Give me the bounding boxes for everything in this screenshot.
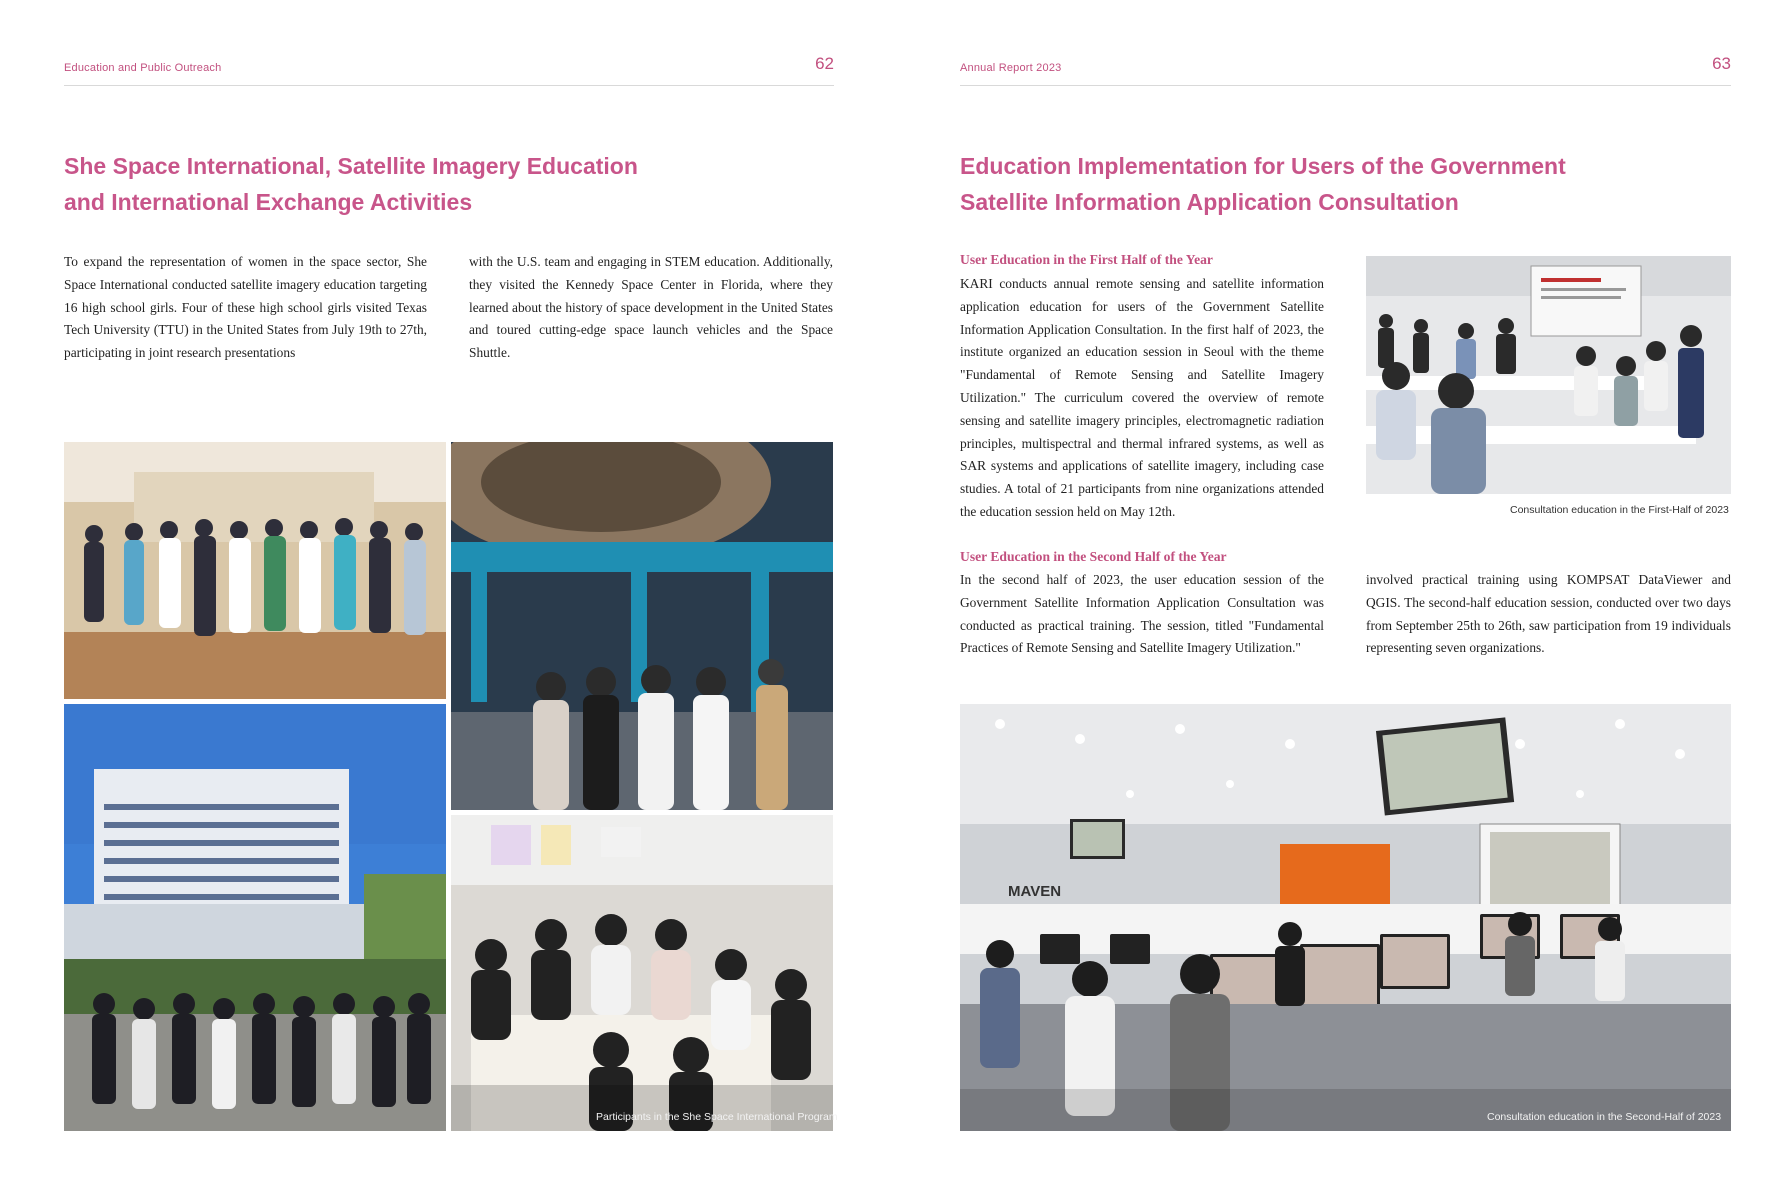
svg-text:MAVEN: MAVEN xyxy=(1008,883,1062,900)
photo-first-half-classroom xyxy=(1366,256,1731,494)
page-number: 62 xyxy=(815,54,834,73)
photo-group-ttu xyxy=(64,442,446,699)
first-half-heading: User Education in the First Half of the Year xyxy=(960,252,1213,267)
paragraph-column-2: with the U.S. team and engaging in STEM education. Additionally, they visited the Kennedy Space Center in Florida, where they learned about the history of space development in the United States and toured cutting-edge space launch vehicles and the Space Shuttle. xyxy=(469,254,833,361)
section-title xyxy=(64,148,684,220)
first-half-text: KARI conducts annual remote sensing and satellite information application education for users of the Government Satellite Information Application Consultation. In the first half of 2023, the institute organized an education session in Seoul with the theme "Fundamental of Remote Sensing and Satellite Imagery Utilization." The curriculum covered the overview of remote sensing and satellite imagery principles, electromagnetic radiation principles, multispectral and thermal infrared systems, as well as SAR systems and applications of satellite imagery, including case studies. A total of 21 participants from nine organizations attended the education session held on May 12th. xyxy=(960,276,1324,519)
photo-second-half-lab xyxy=(960,704,1731,1131)
first-half-caption: Consultation education in the First-Half of 2023 xyxy=(1510,504,1729,516)
running-head-right xyxy=(960,52,1731,86)
title-line-1: She Space International, Satellite Imagery Education xyxy=(64,153,638,179)
page-number: 63 xyxy=(1712,54,1731,73)
photo-caption: Participants in the She Space International Program xyxy=(596,1111,838,1123)
right-page xyxy=(893,0,1786,1190)
running-head-label: Education and Public Outreach xyxy=(64,62,222,74)
running-head-label: Annual Report 2023 xyxy=(960,62,1062,74)
photo-kennedy-space-center xyxy=(451,442,833,810)
running-head-left xyxy=(64,52,834,86)
title-line-1: Education Implementation for Users of the Government xyxy=(960,153,1566,179)
title-line-2: and International Exchange Activities xyxy=(64,189,473,215)
second-half-heading: User Education in the Second Half of the Year xyxy=(960,549,1227,564)
photo-students-workshop xyxy=(451,815,833,1131)
second-half-caption: Consultation education in the Second-Half of 2023 xyxy=(1487,1111,1722,1123)
photo-kari-building xyxy=(64,704,446,1131)
second-half-text-column-2: involved practical training using KOMPSAT DataViewer and QGIS. The second-half education session, conducted over two days from September 25th to 26th, saw participation from 19 individuals representing seven organizations. xyxy=(1366,572,1731,656)
paragraph-column-1: To expand the representation of women in the space sector, She Space International conducted satellite imagery education targeting 16 high school girls. Four of these high school girls visited Texas Tech University (TTU) in the United States from July 19th to 27th, participating in joint research presentations xyxy=(64,254,427,361)
section-title xyxy=(960,148,1640,220)
second-half-text-column-1: In the second half of 2023, the user education session of the Government Satellite Information Application Consultation was conducted as practical training. The session, titled "Fundamental Practices of Remote Sensing and Satellite Imagery Utilization." xyxy=(960,572,1324,656)
title-line-2: Satellite Information Application Consultation xyxy=(960,189,1459,215)
